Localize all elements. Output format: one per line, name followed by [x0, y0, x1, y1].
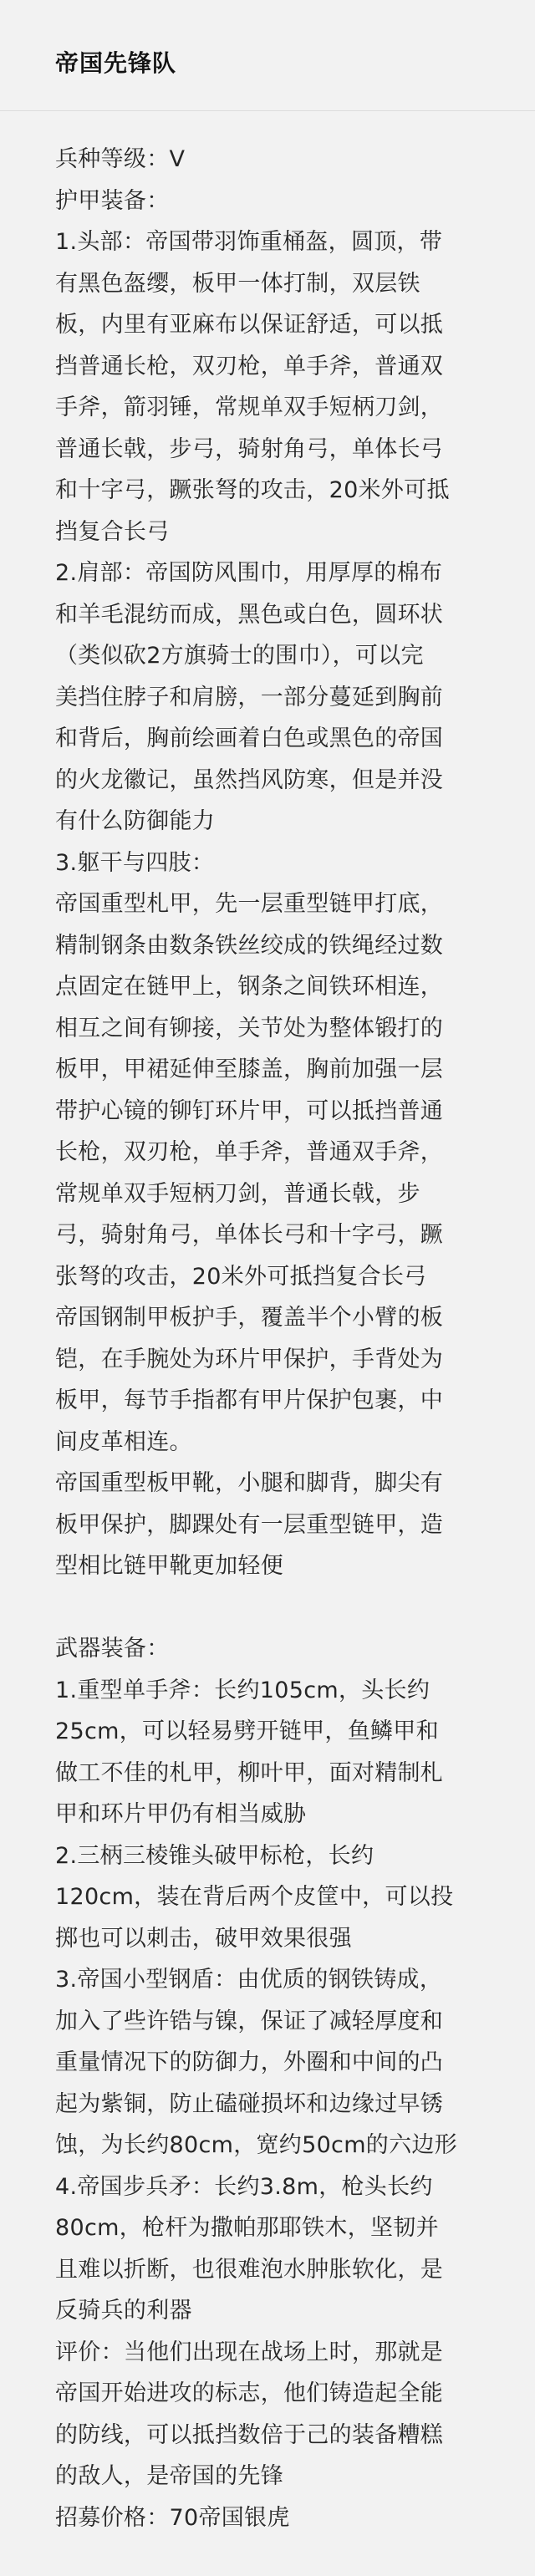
- article-line: 长枪，双刃枪，单手斧，普通双手斧，: [55, 1139, 444, 1165]
- article-line: 护甲装备：: [55, 187, 170, 214]
- article-line: 120cm，装在背后两个皮筐中，可以投: [55, 1884, 454, 1910]
- article-line: 重量情况下的防御力，外圈和中间的凸: [55, 2049, 444, 2075]
- article-line: 4.帝国步兵矛：长约3.8m，枪头长约: [55, 2173, 433, 2200]
- article-line: 1.头部：帝国带羽饰重桶盔，圆顶，带: [55, 229, 443, 255]
- article-line: 帝国钢制甲板护手，覆盖半个小臂的板: [55, 1305, 444, 1331]
- article-line: 板甲保护，脚踝处有一层重型链甲，造: [55, 1511, 444, 1538]
- article-line: 和十字弓，蹶张弩的攻击，20米外可抵: [55, 477, 450, 503]
- article-line: 和羊毛混纺而成，黑色或白色，圆环状: [55, 601, 444, 628]
- article-line: 铠，在手腕处为环片甲保护，手背处为: [55, 1346, 444, 1372]
- article-line: 的敌人，是帝国的先锋: [55, 2463, 283, 2489]
- article-line: 25cm，可以轻易劈开链甲，鱼鳞甲和: [55, 1718, 439, 1744]
- article-line: 招募价格：70帝国银虎: [55, 2504, 290, 2531]
- article-line: 2.三柄三棱锥头破甲标枪，长约: [55, 1842, 374, 1869]
- article-line: 板，内里有亚麻布以保证舒适，可以抵: [55, 312, 444, 338]
- article-line: 1.重型单手斧：长约105cm，头长约: [55, 1677, 431, 1703]
- article-line: 帝国重型板甲靴，小腿和脚背，脚尖有: [55, 1470, 444, 1496]
- header-divider: [0, 110, 535, 111]
- article-line: 手斧，箭羽锤，常规单双手短柄刀剑，: [55, 395, 444, 420]
- article-line: 板甲，甲裙延伸至膝盖，胸前加强一层: [55, 1056, 444, 1082]
- article-line: 且难以折断，也很难泡水肿胀软化，是: [55, 2256, 444, 2283]
- article-line: 帝国重型札甲，先一层重型链甲打底，: [55, 891, 444, 917]
- article-line: 普通长戟，步弓，骑射角弓，单体长弓: [55, 435, 444, 462]
- article-line: 型相比链甲靴更加轻便: [55, 1553, 283, 1579]
- blank-line: [55, 1587, 482, 1629]
- article-line: 评价：当他们出现在战场上时，那就是: [55, 2339, 444, 2365]
- article-line: 2.肩部：帝国防风围巾，用厚厚的棉布: [55, 560, 443, 586]
- article-line: 板甲，每节手指都有甲片保护包裹，中: [55, 1387, 444, 1413]
- article-line: 的防线，可以抵挡数倍于己的装备糟糕: [55, 2421, 444, 2448]
- article-line: 带护心镜的铆钉环片甲，可以抵挡普通: [55, 1097, 444, 1124]
- article-line: 间皮革相连。: [55, 1428, 192, 1455]
- article-line: 弓，骑射角弓，单体长弓和十字弓，蹶: [55, 1222, 444, 1248]
- article-line: 相互之间有铆接，关节处为整体锻打的: [55, 1015, 444, 1041]
- article-line: 蚀，为长约80cm，宽约50cm的六边形: [55, 2132, 458, 2158]
- article-line: 反骑兵的利器: [55, 2298, 192, 2324]
- article-line: 常规单双手短柄刀剑，普通长戟，步: [55, 1180, 420, 1207]
- page-title: 帝国先锋队: [55, 49, 177, 77]
- article-line: 美挡住脖子和肩膀，一部分蔓延到胸前: [55, 684, 444, 710]
- article-line: 加入了些许锆与镍，保证了减轻厚度和: [55, 2008, 444, 2034]
- article-line: 有什么防御能力: [55, 808, 216, 834]
- article-line: 点固定在链甲上，钢条之间铁环相连，: [55, 974, 444, 1000]
- article-line: 精制钢条由数条铁丝绞成的铁绳经过数: [55, 932, 444, 959]
- article-line: 3.帝国小型钢盾：由优质的钢铁铸成，: [55, 1967, 443, 1993]
- article-line: 挡普通长枪，双刃枪，单手斧，普通双: [55, 353, 444, 379]
- article-body: [55, 139, 482, 2538]
- article-line: 兵种等级：V: [55, 146, 186, 172]
- article-line: （类似砍2方旗骑士的围巾），可以完: [55, 643, 424, 669]
- article-line: 80cm，枪杆为撒帕那耶铁木，坚韧并: [55, 2215, 439, 2241]
- article-line: 起为紫铜，防止磕碰损坏和边缘过早锈: [55, 2090, 444, 2117]
- article-line: 甲和环片甲仍有相当威胁: [55, 1801, 307, 1827]
- article-line: 武器装备：: [55, 1636, 170, 1662]
- article-line: 帝国开始进攻的标志，他们铸造起全能: [55, 2380, 444, 2406]
- article-line: 做工不佳的札甲，柳叶甲，面对精制札: [55, 1759, 444, 1786]
- article-line: 有黑色盔缨，板甲一体打制，双层铁: [55, 270, 420, 297]
- article-line: 张弩的攻击，20米外可抵挡复合长弓: [55, 1263, 427, 1290]
- article-line: 掷也可以刺击，破甲效果很强: [55, 1925, 352, 1952]
- article-line: 和背后，胸前绘画着白色或黑色的帝国: [55, 725, 444, 751]
- article-line: 3.躯干与四肢：: [55, 849, 215, 876]
- article-line: 挡复合长弓: [55, 518, 170, 545]
- article-line: 的火龙徽记，虽然挡风防寒，但是并没: [55, 766, 444, 793]
- header-bar: [0, 0, 535, 110]
